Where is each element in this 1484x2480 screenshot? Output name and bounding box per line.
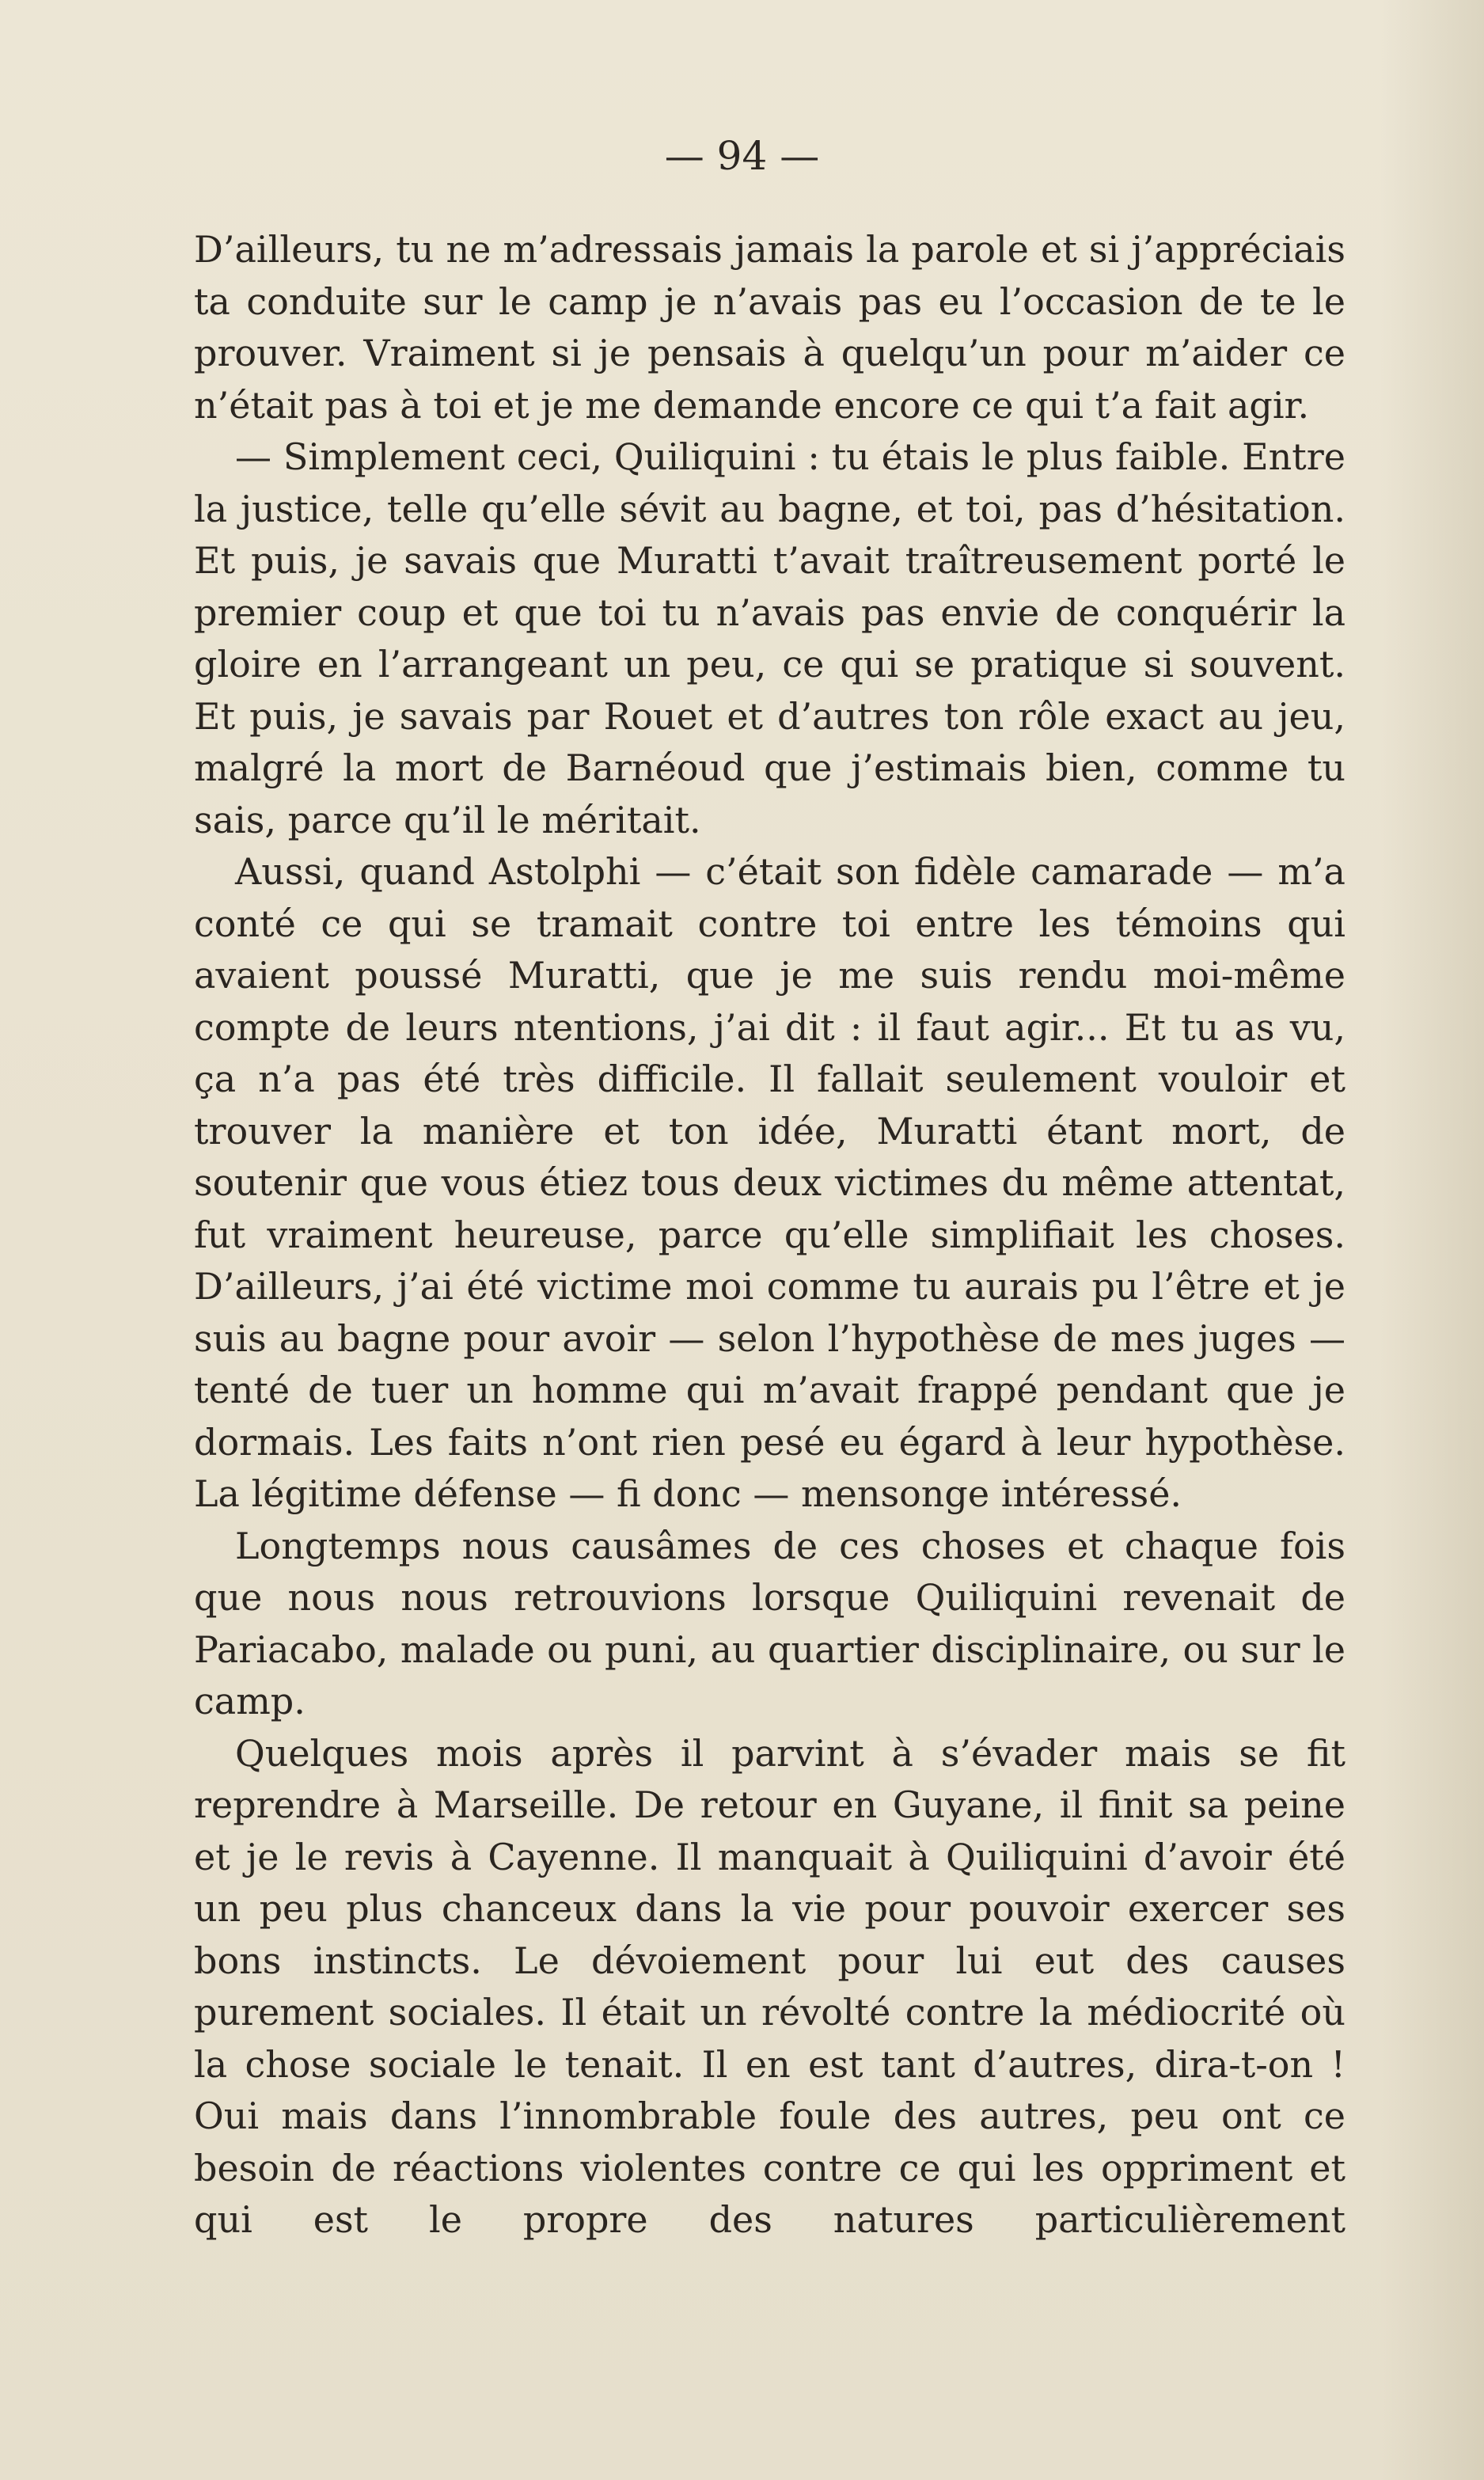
paragraph-5: Quelques mois après il parvint à s’évader mais se fit reprendre à Marseille. De retour en Guyane, il finit sa peine et je le revis à Cayenne. Il manquait à Quiliquini d’avoir été un peu plus chanceux dans la vie pour pouvoir exercer ses bons instincts. Le dévoiement pour lui eut des causes purement sociales. Il était un révolté contre la médiocrité où la chose sociale le tenait. Il en est tant d’autres, dira-t-on ! Oui mais dans l’innombrable foule des autres, peu ont ce besoin de réactions violentes contre ce qui les oppriment et qui est le propre des natures particulièrement (194, 1731, 1345, 2241)
page-number: — 94 — (664, 133, 820, 179)
paragraph-2: — Simplement ceci, Quiliquini : tu étais le plus faible. Entre la justice, telle qu’elle sévit au bagne, et toi, pas d’hésitation. Et puis, je savais que Muratti t’avait traîtreusement porté le premier coup et que toi tu n’avais pas envie de conquérir la gloire en l’arrangeant un peu, ce qui se pratique si souvent. Et puis, je savais par Rouet et d’autres ton rôle exact au jeu, malgré la mort de Barnéoud que j’estimais bien, comme tu sais, parce qu’il le méritait. (194, 435, 1345, 841)
paragraph-4: Longtemps nous causâmes de ces choses et chaque fois que nous nous retrouvions lorsque Quiliquini revenait de Pariacabo, malade ou puni, au quartier disciplinaire, ou sur le camp. (194, 1524, 1345, 1722)
paragraph-3: Aussi, quand Astolphi — c’était son fidèle camarade — m’a conté ce qui se tramait contre toi entre les témoins qui avaient poussé Muratti, que je me suis rendu moi-même compte de leurs ntentions, j’ai dit : il faut agir... Et tu as vu, ça n’a pas été très difficile. Il fallait seulement vouloir et trouver la manière et ton idée, Muratti étant mort, de soutenir que vous étiez tous deux victimes du même attentat, fut vraiment heureuse, parce qu’elle simplifiait les choses. D’ailleurs, j’ai été victime moi comme tu aurais pu l’être et je suis au bagne pour avoir — selon l’hypothèse de mes juges — tenté de tuer un homme qui m’avait frappé pendant que je dormais. Les faits n’ont rien pesé eu égard à leur hypothèse. La légitime défense — fi donc — mensonge intéressé. (194, 850, 1345, 1515)
paragraph-1: D’ailleurs, tu ne m’adressais jamais la parole et si j’appréciais ta conduite sur le camp je n’avais pas eu l’occasion de te le prouver. Vraiment si je pensais à quelqu’un pour m’aider ce n’était pas à toi et je me demande encore ce qui t’a fait agir. (194, 228, 1345, 427)
body-text (194, 224, 1345, 2246)
